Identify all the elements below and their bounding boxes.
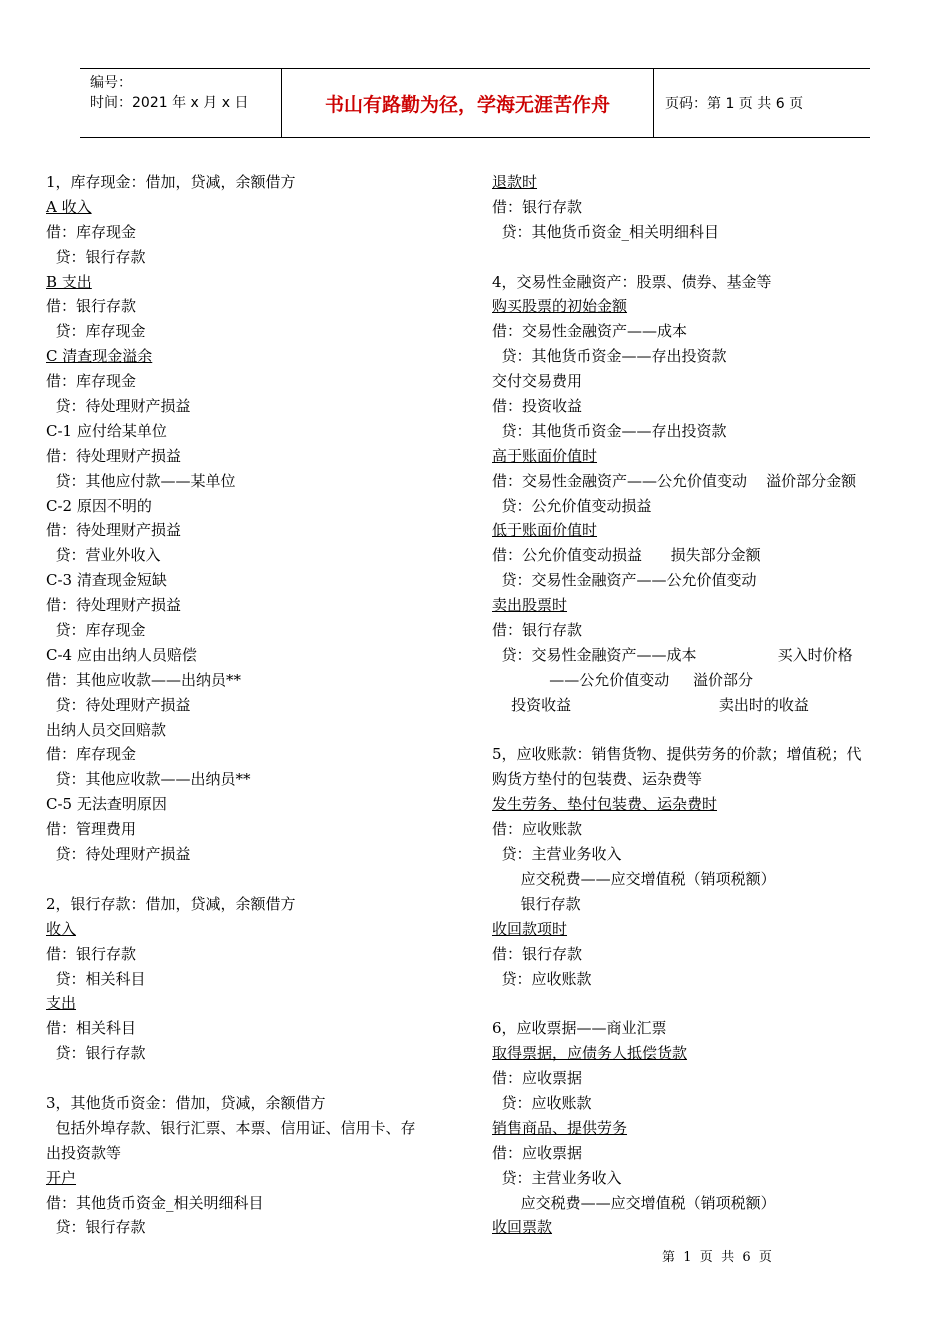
text-line: 借：待处理财产损益 (46, 596, 182, 615)
text-line: C-2 原因不明的 (46, 496, 152, 515)
text-line: ——公允价值变动 溢价部分 (492, 670, 754, 689)
blank-line (492, 718, 912, 743)
text-line: 贷：银行存款 (46, 1044, 146, 1063)
blank-line (46, 867, 466, 892)
text-line: 借：应收票据 (492, 1069, 583, 1088)
blank-line (46, 1066, 466, 1091)
text-line: 贷：待处理财产损益 (46, 397, 191, 416)
text-line: 借：投资收益 (492, 397, 583, 416)
text-line: 出纳人员交回赔款 (46, 720, 167, 739)
text-line: 贷：主营业务收入 (492, 1168, 622, 1187)
text-line: 4，交易性金融资产：股票、债券、基金等 (492, 272, 772, 291)
section-heading: 发生劳务、垫付包装费、运杂费时 (492, 795, 718, 814)
text-line: 贷：银行存款 (46, 1218, 146, 1237)
text-line: 贷：其他应付款——某单位 (46, 471, 236, 490)
text-line: 应交税费——应交增值税（销项税额） (492, 869, 776, 888)
section-heading: 开户 (46, 1168, 77, 1187)
text-line: 应交税费——应交增值税（销项税额） (492, 1193, 776, 1212)
text-line: 借：银行存款 (492, 621, 583, 640)
text-line: 借：交易性金融资产——成本 (492, 322, 688, 341)
text-line: 贷：库存现金 (46, 322, 146, 341)
section-heading: 购买股票的初始金额 (492, 297, 628, 316)
left-column (46, 170, 466, 1240)
text-line: 借：待处理财产损益 (46, 446, 182, 465)
text-line: 3，其他货币资金：借加，贷减，余额借方 (46, 1093, 326, 1112)
page-label: 页码：第 1 页 共 6 页 (665, 96, 804, 112)
text-line: 借：相关科目 (46, 1019, 137, 1038)
number-label: 编号： (90, 75, 132, 91)
text-line: 贷：相关科目 (46, 969, 146, 988)
text-line: 出投资款等 (46, 1143, 122, 1162)
text-line: 借：公允价值变动损益 损失部分金额 (492, 546, 761, 565)
section-heading: 退款时 (492, 173, 538, 191)
text-line: 借：其他货币资金_相关明细科目 (46, 1193, 264, 1212)
text-line: 贷：应收账款 (492, 969, 592, 988)
text-line: 贷：其他应收款——出纳员** (46, 770, 251, 789)
text-line: 贷：待处理财产损益 (46, 845, 191, 864)
page-footer: 第 1 页 共 6 页 (662, 1250, 772, 1265)
section-heading: 支出 (46, 994, 77, 1013)
text-line: 银行存款 (492, 894, 581, 913)
text-line: 借：应收账款 (492, 820, 583, 839)
section-heading: 低于账面价值时 (492, 521, 598, 540)
section-heading: A 收入 (46, 197, 92, 216)
text-line: 借：交易性金融资产——公允价值变动 溢价部分金额 (492, 471, 857, 490)
section-heading: 高于账面价值时 (492, 446, 598, 465)
text-line: 借：银行存款 (46, 944, 137, 963)
date-label: 时间：2021 年 x 月 x 日 (90, 95, 249, 111)
right-column (492, 170, 912, 1240)
text-line: C-3 清查现金短缺 (46, 571, 167, 590)
text-line: 5，应收账款：销售货物、提供劳务的价款；增值税；代 (492, 745, 862, 764)
text-line: 借：库存现金 (46, 745, 137, 764)
text-line: 6，应收票据——商业汇票 (492, 1019, 667, 1038)
text-line: 贷：营业外收入 (46, 546, 161, 565)
text-line: 贷：公允价值变动损益 (492, 496, 652, 515)
header-meta (80, 69, 280, 137)
text-line: 借：应收票据 (492, 1143, 583, 1162)
section-heading: 收入 (46, 919, 77, 938)
section-heading: 收回款项时 (492, 919, 568, 938)
text-line: 2，银行存款：借加，贷减，余额借方 (46, 894, 296, 913)
text-line: 借：银行存款 (492, 197, 583, 216)
text-line: 贷：交易性金融资产——公允价值变动 (492, 571, 757, 590)
text-line: 包括外埠存款、银行汇票、本票、信用证、信用卡、存 (46, 1118, 416, 1137)
text-line: 贷：其他货币资金——存出投资款 (492, 421, 727, 440)
text-line: 借：管理费用 (46, 820, 137, 839)
blank-line (492, 245, 912, 270)
section-heading: 收回票款 (492, 1218, 553, 1237)
blank-line (492, 991, 912, 1016)
page-header (80, 68, 870, 138)
section-heading: C 清查现金溢余 (46, 347, 153, 366)
text-line: 贷：应收账款 (492, 1093, 592, 1112)
text-line: 贷：交易性金融资产——成本 买入时价格 (492, 645, 853, 664)
text-line: 贷：其他货币资金_相关明细科目 (492, 222, 720, 241)
section-heading: 销售商品、提供劳务 (492, 1118, 628, 1137)
text-line: 贷：其他货币资金——存出投资款 (492, 347, 727, 366)
section-heading: 卖出股票时 (492, 596, 568, 615)
text-line: 贷：待处理财产损益 (46, 695, 191, 714)
text-line: C-5 无法查明原因 (46, 795, 167, 814)
motto: 书山有路勤为径，学海无涯苦作舟 (281, 69, 654, 137)
text-line: 借：库存现金 (46, 222, 137, 241)
text-line: C-4 应由出纳人员赔偿 (46, 645, 197, 664)
text-line: 贷：库存现金 (46, 621, 146, 640)
text-line: 投资收益 卖出时的收益 (492, 695, 809, 714)
text-line: 贷：主营业务收入 (492, 845, 622, 864)
text-line: 购货方垫付的包装费、运杂费等 (492, 770, 703, 789)
text-line: 交付交易费用 (492, 372, 583, 391)
text-line: 借：待处理财产损益 (46, 521, 182, 540)
text-line: C-1 应付给某单位 (46, 421, 167, 440)
text-line: 借：库存现金 (46, 372, 137, 391)
text-line: 1，库存现金：借加，贷减，余额借方 (46, 173, 296, 191)
section-heading: B 支出 (46, 272, 92, 291)
text-line: 借：银行存款 (492, 944, 583, 963)
text-line: 贷：银行存款 (46, 247, 146, 266)
section-heading: 取得票据，应债务人抵偿货款 (492, 1044, 688, 1063)
text-line: 借：其他应收款——出纳员** (46, 670, 242, 689)
text-line: 借：银行存款 (46, 297, 137, 316)
